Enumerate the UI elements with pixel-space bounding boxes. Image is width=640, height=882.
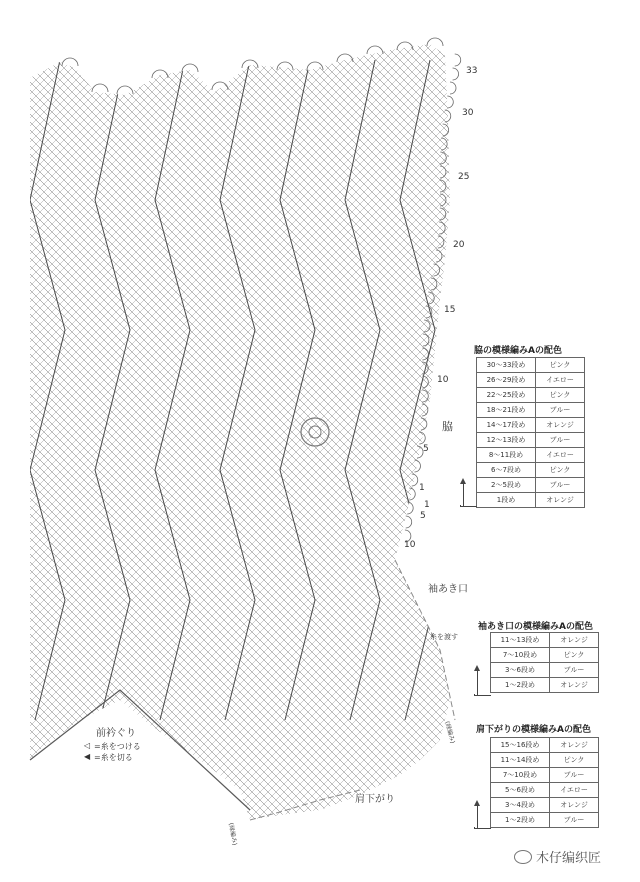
- legend-row: [491, 648, 599, 663]
- edge-note-top: (縁編み): [443, 720, 456, 745]
- scallop: [440, 166, 446, 178]
- row-color: ブルー: [536, 433, 585, 448]
- legend-row: [491, 813, 599, 828]
- legend-row: [477, 478, 585, 493]
- mesh-line: [0, 40, 4, 840]
- mesh-line: [0, 40, 468, 840]
- scallop: [152, 70, 168, 78]
- mesh-line: [0, 40, 364, 840]
- mesh-line: [0, 40, 140, 840]
- mesh-line: [0, 40, 484, 840]
- scallop: [62, 58, 78, 66]
- chevron-ridge: [280, 60, 315, 720]
- mesh-line: [0, 40, 148, 840]
- mesh-line: [0, 40, 476, 840]
- side-label: 脇: [442, 420, 453, 433]
- row-color: オレンジ: [536, 418, 585, 433]
- row-range: 1〜2段め: [491, 813, 550, 828]
- mesh-line: [604, 40, 640, 840]
- mesh-line: [580, 40, 640, 840]
- mesh-line: [0, 40, 196, 840]
- mesh-line: [588, 40, 640, 840]
- row-num: 20: [453, 240, 465, 250]
- mesh-line: [0, 40, 444, 840]
- mesh-line: [0, 40, 100, 840]
- mesh-line: [0, 40, 28, 840]
- mesh-line: [0, 40, 244, 840]
- scallop: [182, 64, 198, 72]
- mesh-line: [0, 40, 516, 840]
- row-range: 7〜10段め: [491, 768, 550, 783]
- chevron-ridge: [155, 60, 190, 720]
- mesh-line: [0, 40, 300, 840]
- mesh-line: [0, 40, 36, 840]
- mesh-line: [580, 40, 640, 840]
- bracket: [460, 505, 477, 507]
- arrow-line: [463, 484, 464, 506]
- row-color: ピンク: [550, 648, 599, 663]
- mesh-line: [0, 40, 388, 840]
- mesh-line: [0, 40, 556, 840]
- row-num: 1: [419, 483, 425, 493]
- mesh-line: [596, 40, 640, 840]
- row-num: 30: [462, 108, 474, 118]
- mesh-line: [300, 40, 640, 840]
- mesh-line: [0, 40, 140, 840]
- row-color: ブルー: [550, 813, 599, 828]
- mesh-line: [628, 40, 640, 840]
- legend-title-armhole: 袖あき口の模様編みAの配色: [478, 622, 593, 632]
- mesh-line: [596, 40, 640, 840]
- row-num: 15: [444, 305, 456, 315]
- scallop: [427, 38, 443, 46]
- mesh-line: [0, 40, 332, 840]
- chevron-ridge: [345, 60, 380, 720]
- scallop: [450, 82, 456, 94]
- bracket: [474, 694, 491, 696]
- shoulder-label: 肩下がり: [355, 794, 395, 805]
- row-num: 10: [404, 540, 416, 550]
- mesh-line: [0, 40, 468, 840]
- row-color: ピンク: [536, 358, 585, 373]
- mesh-line: [0, 40, 4, 840]
- mesh-line: [0, 40, 84, 840]
- mesh-line: [0, 40, 124, 840]
- row-range: 3〜6段め: [491, 663, 550, 678]
- row-range: 5〜6段め: [491, 783, 550, 798]
- legend-row: [491, 798, 599, 813]
- mesh-line: [0, 40, 492, 840]
- mesh-line: [0, 40, 156, 840]
- mesh-line: [588, 40, 640, 840]
- scallop: [440, 180, 446, 192]
- row-color: ピンク: [536, 388, 585, 403]
- row-range: 30〜33段め: [477, 358, 536, 373]
- mesh-line: [284, 40, 640, 840]
- scallop: [455, 54, 461, 66]
- mesh-line: [276, 40, 640, 840]
- scallop: [440, 152, 446, 164]
- mesh-line: [0, 40, 172, 840]
- row-color: オレンジ: [550, 678, 599, 693]
- legend-title-shoulder: 肩下がりの模様編みAの配色: [476, 725, 591, 735]
- shoulder-edge: [250, 790, 360, 820]
- chevron-ridge: [400, 60, 435, 720]
- scallop: [447, 96, 453, 108]
- mesh-line: [0, 40, 316, 840]
- row-color: イエロー: [536, 373, 585, 388]
- mesh-line: [0, 40, 116, 840]
- mesh-line: [0, 40, 476, 840]
- bracket: [474, 827, 491, 829]
- mesh-line: [0, 40, 84, 840]
- legend-row: [477, 388, 585, 403]
- scallop: [422, 390, 428, 402]
- row-range: 18〜21段め: [477, 403, 536, 418]
- legend-row: [491, 783, 599, 798]
- mesh-line: [0, 40, 460, 840]
- mesh-line: [0, 40, 380, 840]
- legend-row: [477, 463, 585, 478]
- mesh-line: [636, 40, 640, 840]
- mesh-line: [0, 40, 188, 840]
- mesh-line: [0, 40, 68, 840]
- mesh-line: [0, 40, 484, 840]
- mesh-line: [0, 40, 396, 840]
- row-range: 1〜2段め: [491, 678, 550, 693]
- mesh-line: [0, 40, 364, 840]
- mesh-line: [0, 40, 244, 840]
- mesh-line: [0, 40, 380, 840]
- row-range: 11〜14段め: [491, 753, 550, 768]
- scallop: [438, 236, 444, 248]
- mesh-line: [0, 40, 220, 840]
- chevron-ridge: [95, 60, 130, 720]
- scallop: [440, 194, 446, 206]
- front-neck-label: 前衿ぐり: [96, 728, 136, 739]
- row-color: ブルー: [550, 768, 599, 783]
- mesh-line: [0, 40, 396, 840]
- mesh-line: [0, 40, 20, 840]
- scallop: [407, 502, 413, 514]
- mesh-line: [0, 40, 20, 840]
- mesh-line: [0, 40, 308, 840]
- mesh-line: [620, 40, 640, 840]
- scallop: [424, 320, 430, 332]
- legend-row: [477, 418, 585, 433]
- scallop: [414, 460, 420, 472]
- arrow-line: [477, 806, 478, 828]
- row-num: 25: [458, 172, 470, 182]
- row-range: 1段め: [477, 493, 536, 508]
- legend-table-armhole: [490, 632, 599, 693]
- mesh-line: [0, 40, 284, 840]
- watermark-text: 木仔编织匠: [536, 851, 602, 866]
- armhole-label: 袖あき口: [428, 584, 468, 595]
- legend-table-side: [476, 357, 585, 508]
- legend-row: [477, 433, 585, 448]
- mesh-line: [0, 40, 308, 840]
- mesh-line: [0, 40, 100, 840]
- mesh-line: [0, 40, 36, 840]
- mesh-line: [0, 40, 388, 840]
- mesh-line: [308, 40, 640, 840]
- mesh-line: [284, 40, 640, 840]
- row-color: ピンク: [550, 753, 599, 768]
- row-num: 1: [424, 500, 430, 510]
- legend-row: [477, 403, 585, 418]
- mesh-line: [0, 40, 284, 840]
- scallop: [453, 68, 459, 80]
- mesh-line: [0, 40, 492, 840]
- mesh-line: [628, 40, 640, 840]
- mesh-line: [300, 40, 640, 840]
- legend-row: [477, 373, 585, 388]
- legend-row: [491, 678, 599, 693]
- row-num: 10: [437, 375, 449, 385]
- mesh-line: [636, 40, 640, 840]
- mesh-line: [0, 40, 420, 840]
- scallop: [436, 250, 442, 262]
- row-num: 5: [420, 511, 426, 521]
- mesh-line: [0, 40, 172, 840]
- mesh-line: [0, 40, 300, 840]
- mesh-line: [0, 40, 92, 840]
- mesh-line: [0, 40, 276, 840]
- scallop: [117, 86, 133, 94]
- mesh-line: [0, 40, 148, 840]
- mesh-line: [0, 40, 444, 840]
- row-color: ピンク: [536, 463, 585, 478]
- scallop: [428, 292, 434, 304]
- row-range: 8〜11段め: [477, 448, 536, 463]
- mesh-line: [0, 40, 356, 840]
- mesh-line: [0, 40, 60, 840]
- row-range: 6〜7段め: [477, 463, 536, 478]
- mesh-line: [0, 40, 556, 840]
- join-yarn-icon: ◁: [84, 741, 91, 750]
- join-yarn-key: =糸をつける: [94, 742, 141, 751]
- row-range: 2〜5段め: [477, 478, 536, 493]
- mesh-line: [0, 40, 92, 840]
- mesh-line: [0, 40, 116, 840]
- edge-note-bottom: (縁編み): [227, 822, 238, 846]
- mesh-line: [0, 40, 524, 840]
- row-range: 22〜25段め: [477, 388, 536, 403]
- row-num: 33: [466, 66, 478, 76]
- mesh-line: [0, 40, 196, 840]
- mesh-line: [0, 40, 28, 840]
- pass-yarn-label: 糸を渡す: [430, 633, 458, 641]
- legend-row: [491, 738, 599, 753]
- mesh-line: [0, 40, 516, 840]
- row-color: オレンジ: [536, 493, 585, 508]
- scallop: [406, 516, 412, 528]
- row-range: 26〜29段め: [477, 373, 536, 388]
- scallop: [212, 82, 228, 90]
- mesh-line: [0, 40, 316, 840]
- legend-row: [491, 633, 599, 648]
- scallop: [412, 474, 418, 486]
- row-color: ブルー: [536, 478, 585, 493]
- arrow-line: [477, 671, 478, 695]
- wechat-icon: [514, 850, 532, 864]
- mesh-line: [0, 40, 228, 840]
- legend-row: [491, 768, 599, 783]
- scallop: [242, 60, 258, 68]
- mesh-line: [612, 40, 640, 840]
- mesh-line: [0, 40, 404, 840]
- legend-row: [477, 493, 585, 508]
- row-range: 3〜4段め: [491, 798, 550, 813]
- mesh-line: [0, 40, 460, 840]
- legend-row: [477, 358, 585, 373]
- row-color: イエロー: [550, 783, 599, 798]
- row-num: 5: [423, 444, 429, 454]
- mesh-line: [0, 40, 276, 840]
- scallop: [422, 404, 428, 416]
- mesh-line: [0, 40, 132, 840]
- cut-yarn-icon: ◀: [84, 752, 91, 761]
- mesh-line: [604, 40, 640, 840]
- mesh-line: [0, 40, 132, 840]
- mesh-line: [0, 40, 220, 840]
- row-color: オレンジ: [550, 633, 599, 648]
- scallop: [92, 84, 108, 92]
- mesh-line: [0, 40, 124, 840]
- mesh-line: [0, 40, 404, 840]
- mesh-line: [0, 40, 524, 840]
- mesh-line: [0, 40, 436, 840]
- mesh-line: [0, 40, 60, 840]
- scallop: [440, 208, 446, 220]
- mesh-line: [0, 40, 420, 840]
- mesh-line: [0, 40, 228, 840]
- scallop: [367, 46, 383, 54]
- legend-row: [491, 753, 599, 768]
- row-range: 14〜17段め: [477, 418, 536, 433]
- scallop: [434, 264, 440, 276]
- mesh-line: [308, 40, 640, 840]
- legend-title-side: 脇の模様編みAの配色: [474, 346, 562, 356]
- mesh-line: [292, 40, 640, 840]
- row-range: 15〜16段め: [491, 738, 550, 753]
- mesh-line: [620, 40, 640, 840]
- row-range: 11〜13段め: [491, 633, 550, 648]
- mesh-line: [612, 40, 640, 840]
- legend-table-shoulder: [490, 737, 599, 828]
- mesh-line: [276, 40, 640, 840]
- center-motif-mark: [301, 418, 329, 446]
- row-color: イエロー: [536, 448, 585, 463]
- row-color: ブルー: [550, 663, 599, 678]
- mesh-line: [0, 40, 436, 840]
- mesh-line: [0, 40, 156, 840]
- row-color: ブルー: [536, 403, 585, 418]
- legend-row: [477, 448, 585, 463]
- row-range: 12〜13段め: [477, 433, 536, 448]
- mesh-line: [0, 40, 356, 840]
- mesh-line: [292, 40, 640, 840]
- mesh-line: [0, 40, 332, 840]
- row-color: オレンジ: [550, 738, 599, 753]
- mesh-line: [0, 40, 12, 840]
- legend-row: [491, 663, 599, 678]
- mesh-line: [0, 40, 188, 840]
- cut-yarn-key: =糸を切る: [94, 753, 133, 762]
- mesh-line: [0, 40, 12, 840]
- row-range: 7〜10段め: [491, 648, 550, 663]
- mesh-line: [0, 40, 68, 840]
- row-color: オレンジ: [550, 798, 599, 813]
